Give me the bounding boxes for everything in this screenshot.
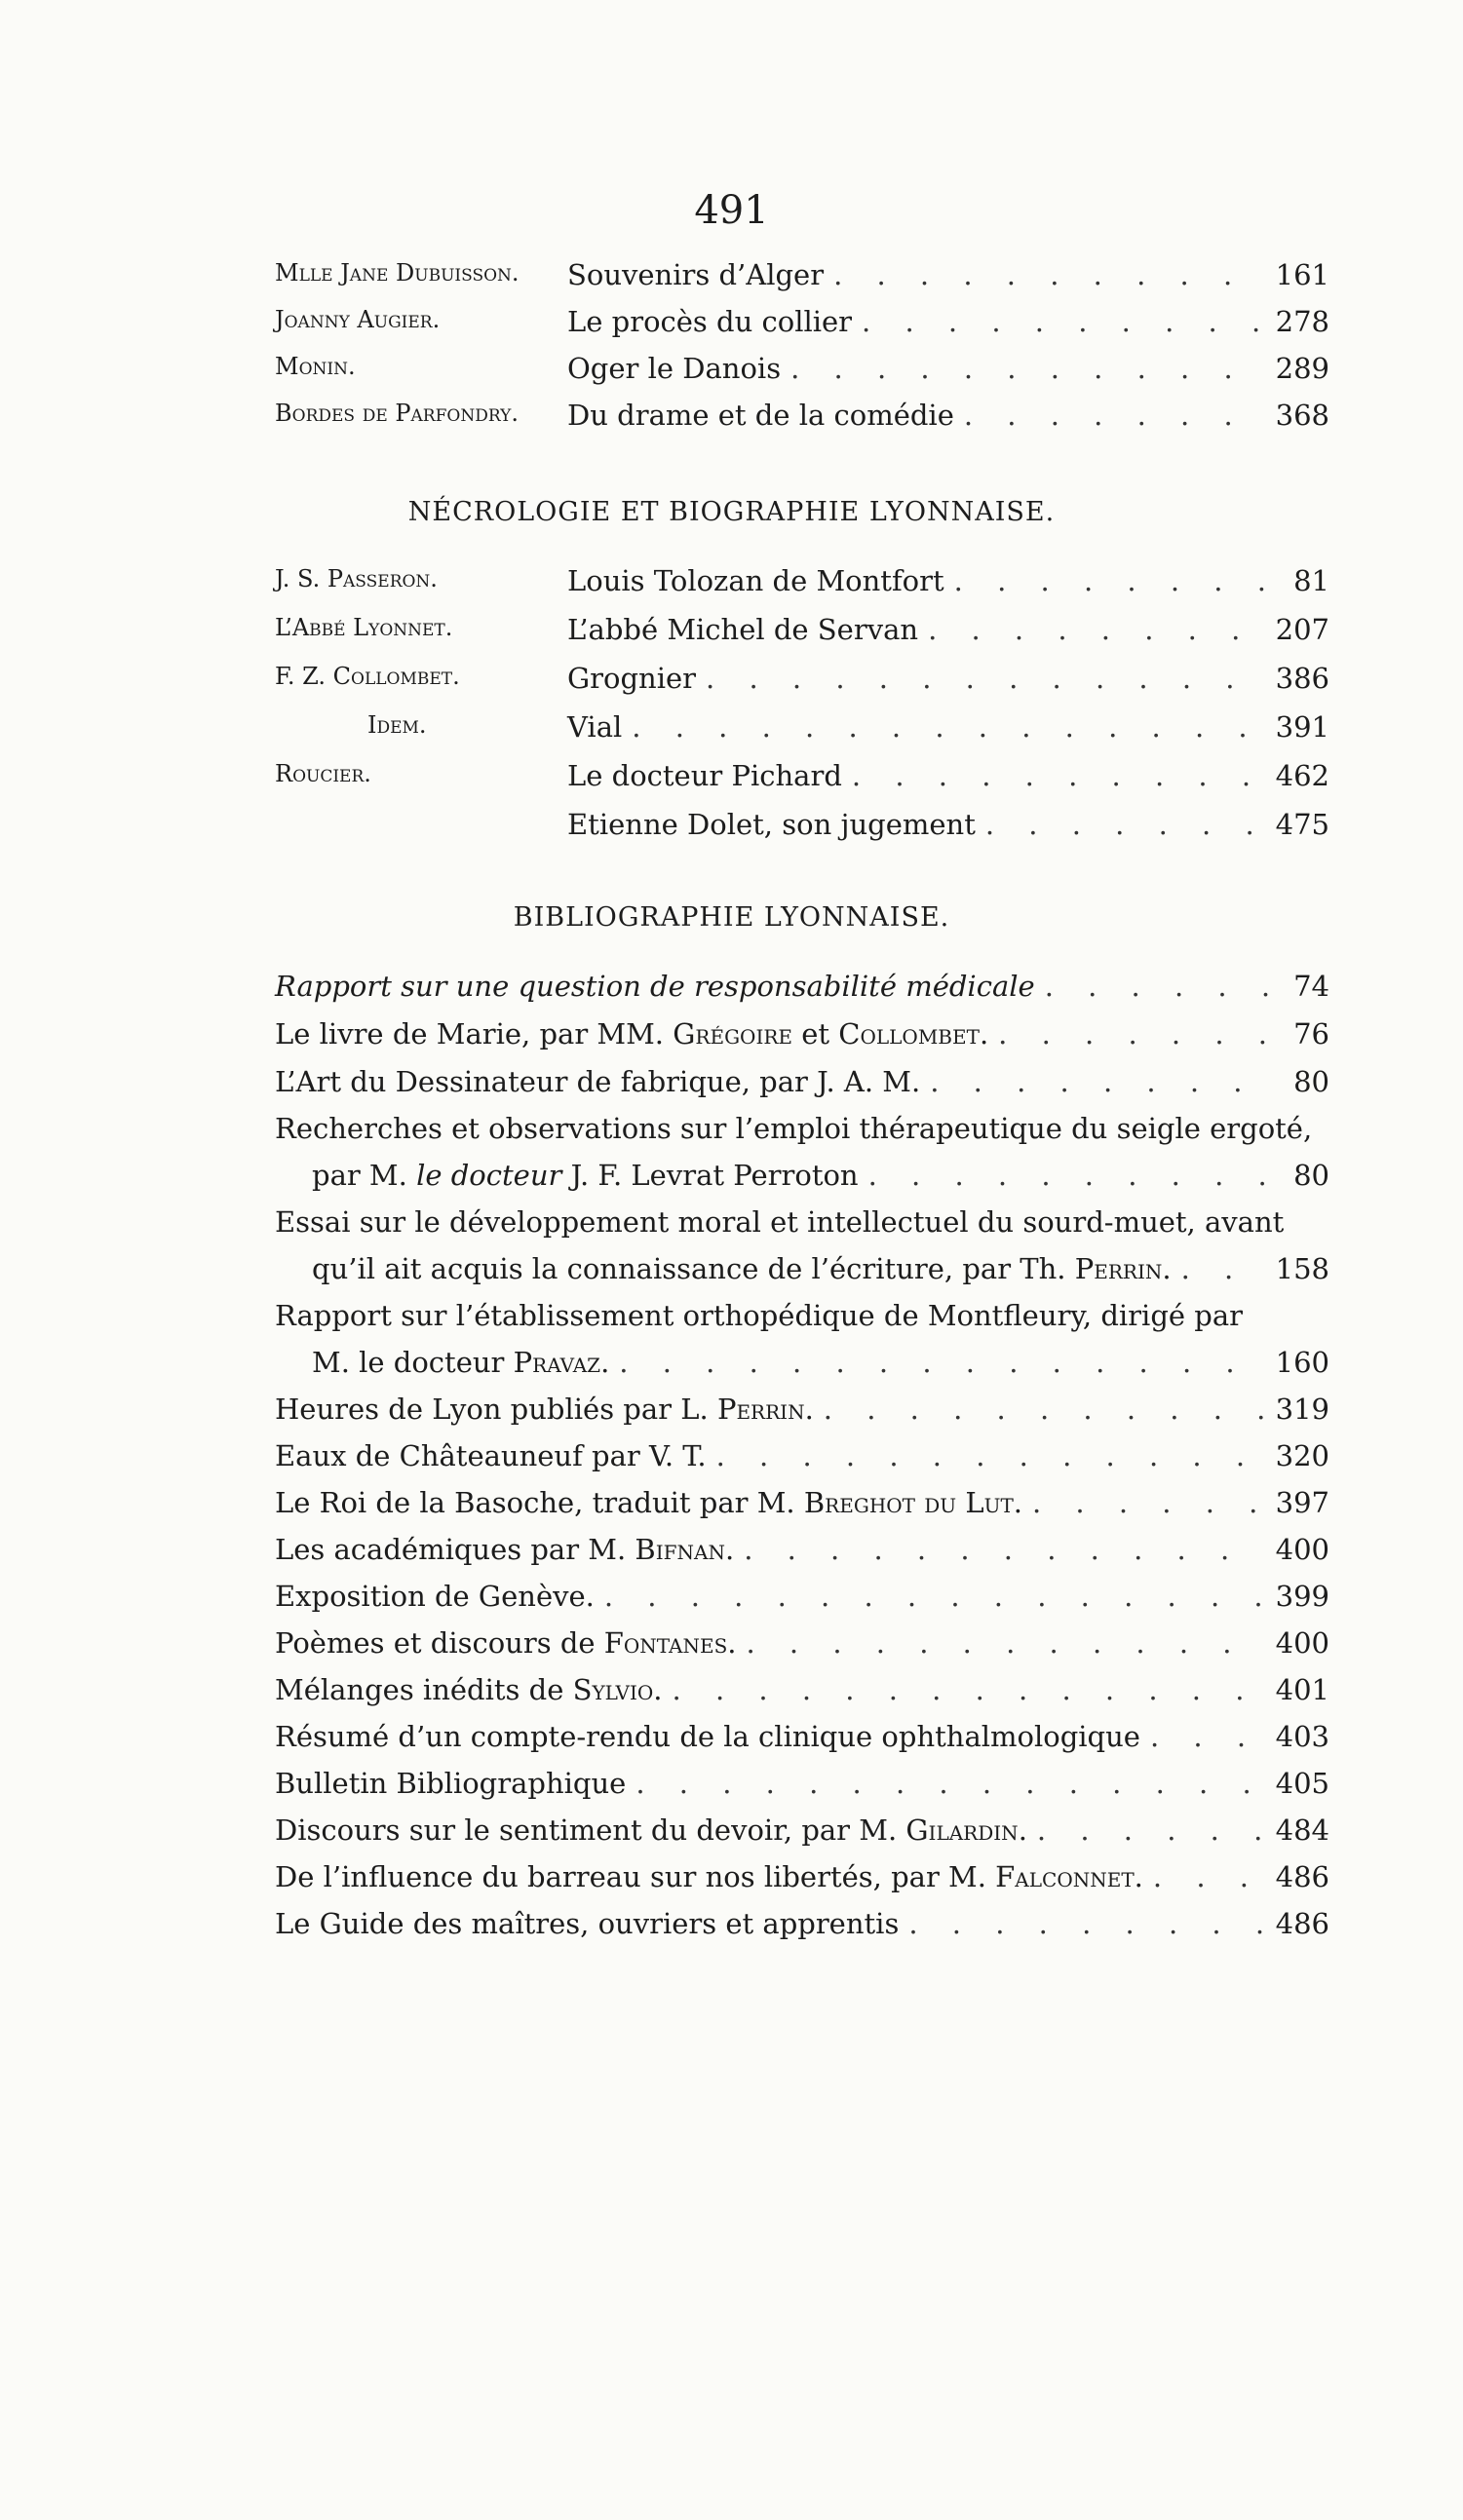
toc-entry bbox=[275, 1816, 1329, 1855]
entry-page: 475 bbox=[1275, 808, 1329, 841]
entry-author-name: Grégoire bbox=[673, 1017, 793, 1050]
entry-page: 207 bbox=[1275, 613, 1329, 646]
entry-title-text: . bbox=[724, 1533, 735, 1566]
toc-entry bbox=[275, 759, 1329, 801]
dot-leader bbox=[852, 762, 1266, 790]
dot-leader bbox=[632, 713, 1265, 742]
entry-title-text: De l’influence du barreau sur nos libertés, par M. bbox=[275, 1860, 996, 1893]
section-heading-bibliographie: BIBLIOGRAPHIE LYONNAISE. bbox=[513, 902, 950, 933]
entry-title: L’abbé Michel de Servan bbox=[567, 613, 919, 646]
entry-title bbox=[275, 970, 1035, 1003]
toc-entry bbox=[275, 1907, 1329, 1949]
entry-title bbox=[275, 1017, 989, 1050]
dot-leader bbox=[908, 1910, 1265, 1938]
dot-leader bbox=[744, 1536, 1265, 1564]
entry-title-text: . bbox=[600, 1346, 610, 1379]
entry-title: Louis Tolozan de Montfort bbox=[567, 564, 944, 597]
toc-entry bbox=[275, 1860, 1329, 1902]
dot-leader bbox=[706, 665, 1266, 693]
entry-page: 401 bbox=[1275, 1673, 1329, 1706]
entry-title-text: . bbox=[804, 1393, 814, 1426]
entry-page: 76 bbox=[1293, 1017, 1329, 1050]
entry-title-text: par M. bbox=[312, 1159, 417, 1192]
toc-entry bbox=[275, 1065, 1329, 1107]
toc-entry bbox=[275, 1017, 1329, 1059]
entry-title-text: . bbox=[1018, 1814, 1027, 1847]
entry-author-name: Bifnan bbox=[635, 1533, 725, 1566]
entry-page: 368 bbox=[1275, 399, 1329, 432]
entry-page: 319 bbox=[1275, 1393, 1329, 1426]
dot-leader bbox=[604, 1583, 1266, 1611]
entry-title: L’Art du Dessinateur de fabrique, par J. A. M. bbox=[275, 1065, 921, 1098]
dot-leader bbox=[824, 1395, 1266, 1424]
entry-title: Souvenirs d’Alger bbox=[567, 258, 825, 291]
entry-page: 289 bbox=[1275, 352, 1329, 385]
toc-entry bbox=[275, 305, 1329, 347]
entry-title: Eaux de Châteauneuf par V. T. bbox=[275, 1439, 707, 1472]
entry-author-name: Perrin bbox=[716, 1393, 805, 1426]
entry-page: 81 bbox=[1293, 564, 1329, 597]
dot-leader bbox=[1045, 973, 1271, 1001]
toc-entry bbox=[312, 1159, 1329, 1201]
entry-author-name: Pravaz bbox=[513, 1346, 601, 1379]
entry-page: 462 bbox=[1275, 759, 1329, 792]
toc-entry bbox=[275, 710, 1329, 752]
entry-title bbox=[275, 1626, 737, 1660]
toc-entry bbox=[275, 401, 1329, 440]
entry-page: 400 bbox=[1275, 1533, 1329, 1566]
entry-title: Recherches et observations sur l’emploi thérapeutique du seigle ergoté, bbox=[275, 1112, 1313, 1145]
entry-title-text: . bbox=[653, 1673, 663, 1706]
entry-title-text: Poèmes et discours de bbox=[275, 1626, 604, 1660]
entry-title-text: . bbox=[1162, 1252, 1172, 1285]
entry-title-italic: le docteur bbox=[416, 1159, 562, 1192]
toc-entry bbox=[275, 613, 1329, 655]
entry-page: 391 bbox=[1275, 710, 1329, 744]
entry-page: 161 bbox=[1275, 258, 1329, 291]
page-number: 491 bbox=[694, 188, 769, 233]
entry-page: 484 bbox=[1275, 1814, 1329, 1847]
entry-title bbox=[275, 1533, 735, 1566]
entry-page: 386 bbox=[1275, 662, 1329, 695]
entry-title: Le procès du collier bbox=[567, 305, 853, 338]
entry-title-italic: Rapport sur une question de responsabilité médicale bbox=[275, 970, 1035, 1003]
entry-author-name: Fontanes bbox=[603, 1626, 728, 1660]
entry-author-name: Sylvio bbox=[572, 1673, 654, 1706]
entry-author: F. Z. Collombet. bbox=[275, 663, 460, 690]
toc-entry bbox=[275, 1395, 1329, 1434]
dot-leader bbox=[930, 1068, 1271, 1096]
dot-leader bbox=[747, 1629, 1266, 1658]
entry-page: 403 bbox=[1275, 1720, 1329, 1753]
entry-page: 397 bbox=[1275, 1486, 1329, 1519]
entry-page: 80 bbox=[1293, 1065, 1329, 1098]
toc-entry bbox=[312, 1346, 1329, 1388]
entry-title: Vial bbox=[567, 710, 623, 744]
entry-page: 74 bbox=[1293, 970, 1329, 1003]
dot-leader bbox=[1032, 1489, 1266, 1517]
entry-title bbox=[312, 1252, 1172, 1285]
dot-leader bbox=[985, 811, 1266, 839]
entry-title: Bulletin Bibliographique bbox=[275, 1767, 627, 1800]
entry-author: Monin. bbox=[275, 353, 356, 380]
entry-page: 400 bbox=[1275, 1626, 1329, 1660]
toc-entry bbox=[275, 1767, 1329, 1809]
entry-author: Joanny Augier. bbox=[275, 306, 441, 333]
entry-title-text: M. le docteur bbox=[312, 1346, 514, 1379]
entry-title-text: Mélanges inédits de bbox=[275, 1673, 573, 1706]
entry-title bbox=[275, 1486, 1022, 1519]
entry-title: Rapport sur l’établissement orthopédique de Montfleury, dirigé par bbox=[275, 1299, 1243, 1332]
entry-title-text: et bbox=[792, 1017, 839, 1050]
entry-title-text: . bbox=[727, 1626, 737, 1660]
entry-author-name: Falconnet bbox=[995, 1860, 1135, 1893]
entry-title-text: . bbox=[979, 1017, 989, 1050]
entry-title: Du drame et de la comédie bbox=[567, 399, 954, 432]
dot-leader bbox=[1150, 1723, 1266, 1751]
entry-title bbox=[275, 1860, 1143, 1893]
entry-author-name: Collombet bbox=[838, 1017, 980, 1050]
toc-entry bbox=[275, 1439, 1329, 1481]
toc-entry bbox=[275, 1533, 1329, 1575]
entry-title: Résumé d’un compte-rendu de la clinique ophthalmologique bbox=[275, 1720, 1140, 1753]
toc-entry bbox=[275, 1720, 1329, 1762]
toc-entry bbox=[275, 970, 1329, 1012]
entry-author: Idem. bbox=[367, 711, 427, 739]
entry-title bbox=[275, 1673, 663, 1706]
toc-entry bbox=[275, 662, 1329, 704]
toc-entry bbox=[275, 258, 1329, 300]
toc-entry bbox=[275, 1580, 1329, 1622]
entry-title: Essai sur le développement moral et intellectuel du sourd-muet, avant bbox=[275, 1205, 1285, 1239]
toc-entry bbox=[312, 1252, 1329, 1294]
dot-leader bbox=[868, 1162, 1271, 1190]
dot-leader bbox=[862, 308, 1266, 336]
entry-title: Grognier bbox=[567, 662, 697, 695]
entry-page: 80 bbox=[1293, 1159, 1329, 1192]
toc-entry bbox=[275, 808, 1329, 850]
entry-author-name: Gilardin bbox=[905, 1814, 1019, 1847]
toc-entry bbox=[275, 564, 1329, 606]
entry-title-text: qu’il ait acquis la connaissance de l’écriture, par Th. bbox=[312, 1252, 1075, 1285]
entry-author: Roucier. bbox=[275, 760, 371, 787]
dot-leader bbox=[635, 1770, 1265, 1798]
entry-title bbox=[275, 1395, 814, 1424]
entry-author: Mlle Jane Dubuisson. bbox=[275, 259, 520, 286]
entry-title-text: Heures de Lyon publiés par L. bbox=[275, 1393, 717, 1426]
dot-leader bbox=[790, 355, 1266, 383]
entry-author-name: Breghot du Lut bbox=[803, 1486, 1014, 1519]
dot-leader bbox=[716, 1442, 1266, 1470]
toc-entry-line bbox=[275, 1112, 1329, 1154]
entry-title-text: . bbox=[1013, 1486, 1022, 1519]
dot-leader bbox=[619, 1349, 1265, 1377]
entry-page: 158 bbox=[1275, 1252, 1329, 1285]
entry-page: 278 bbox=[1275, 305, 1329, 338]
entry-page: 405 bbox=[1275, 1767, 1329, 1800]
dot-leader bbox=[928, 616, 1266, 644]
entry-page: 399 bbox=[1275, 1580, 1329, 1613]
entry-title bbox=[312, 1159, 859, 1192]
entry-title: Oger le Danois bbox=[567, 352, 782, 385]
toc-entry bbox=[275, 1626, 1329, 1668]
entry-title: Exposition de Genève. bbox=[275, 1580, 595, 1613]
section-heading-necrologie: NÉCROLOGIE ET BIOGRAPHIE LYONNAISE. bbox=[407, 497, 1056, 527]
toc-entry bbox=[275, 352, 1329, 394]
entry-title: Le docteur Pichard bbox=[567, 759, 842, 792]
entry-title-text: Le livre de Marie, par MM. bbox=[275, 1017, 674, 1050]
entry-author: Bordes de Parfondry. bbox=[275, 400, 519, 427]
dot-leader bbox=[833, 261, 1266, 289]
entry-author-name: Perrin bbox=[1074, 1252, 1163, 1285]
entry-page: 160 bbox=[1275, 1346, 1329, 1379]
entry-title bbox=[312, 1346, 610, 1379]
dot-leader bbox=[1153, 1863, 1266, 1891]
entry-title: Le Guide des maîtres, ouvriers et apprentis bbox=[275, 1907, 900, 1940]
entry-author: L’Abbé Lyonnet. bbox=[275, 614, 453, 641]
dot-leader bbox=[998, 1020, 1271, 1049]
entry-title-text: J. F. Levrat Perroton bbox=[561, 1159, 859, 1192]
entry-title: Etienne Dolet, son jugement bbox=[567, 808, 976, 841]
entry-title bbox=[275, 1816, 1027, 1845]
toc-entry bbox=[275, 1486, 1329, 1528]
entry-page: 320 bbox=[1275, 1439, 1329, 1472]
toc-entry-line bbox=[275, 1205, 1329, 1247]
toc-entry bbox=[275, 1673, 1329, 1715]
dot-leader bbox=[1037, 1816, 1266, 1845]
dot-leader bbox=[964, 401, 1266, 430]
entry-title-text: Discours sur le sentiment du devoir, par M. bbox=[275, 1814, 906, 1847]
dot-leader bbox=[1181, 1255, 1266, 1283]
entry-page: 486 bbox=[1275, 1860, 1329, 1893]
dot-leader bbox=[954, 567, 1271, 595]
entry-page: 486 bbox=[1275, 1907, 1329, 1940]
entry-author: J. S. Passeron. bbox=[275, 565, 438, 592]
dot-leader bbox=[673, 1676, 1266, 1704]
entry-title-text: Les académiques par M. bbox=[275, 1533, 635, 1566]
entry-title-text: . bbox=[1134, 1860, 1143, 1893]
entry-title-text: Le Roi de la Basoche, traduit par M. bbox=[275, 1486, 804, 1519]
toc-entry-line bbox=[275, 1299, 1329, 1341]
